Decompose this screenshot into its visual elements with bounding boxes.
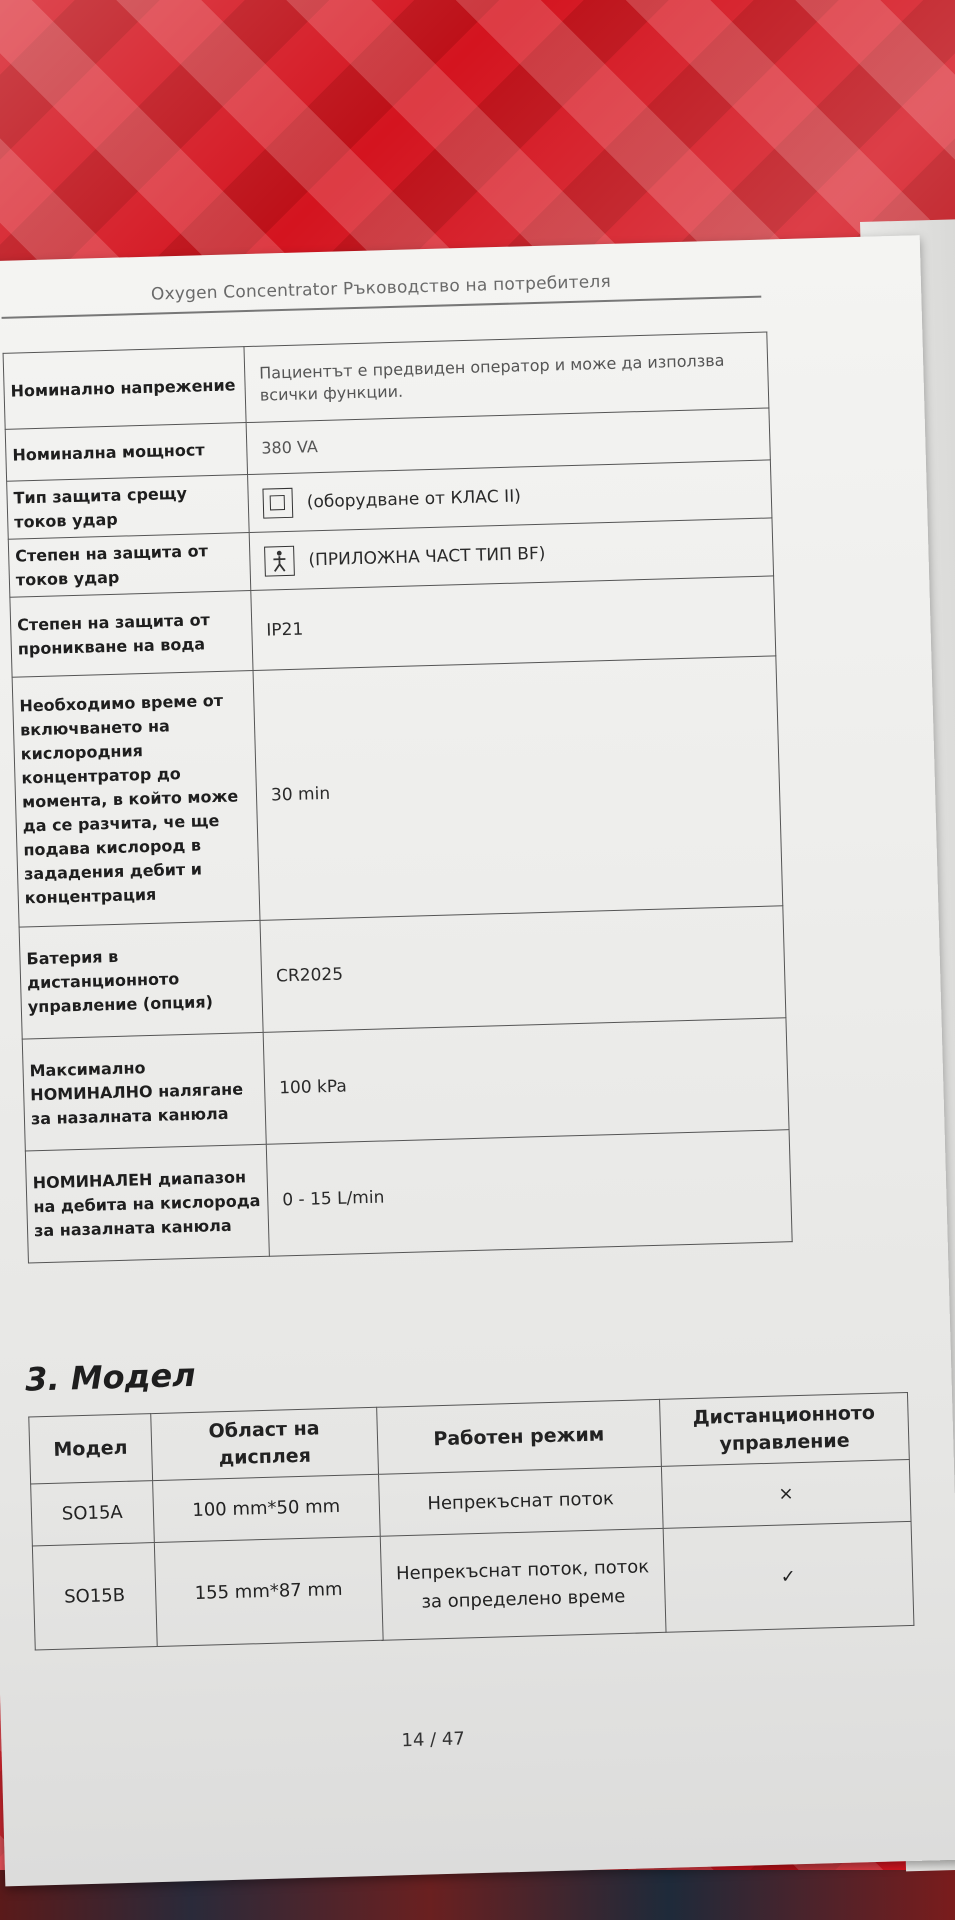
remote-check-icon: ✓ xyxy=(663,1521,914,1632)
spec-value: Пациентът е предвиден оператор и може да използва всички функции. xyxy=(244,332,769,423)
type-bf-applied-part-icon xyxy=(264,545,295,576)
spec-label: Степен на защита от проникване на вода xyxy=(10,591,253,678)
spec-value: (ПРИЛОЖНА ЧАСТ ТИП BF) xyxy=(308,543,546,570)
spec-label: Батерия в дистанционното управление (опция) xyxy=(19,920,263,1039)
spec-label: Необходимо време от включването на кислородния концентратор до момента, в който може да се разчита, че ще подава кислород в зададения дебит и концентрация xyxy=(12,670,260,927)
spec-label: Номинална мощност xyxy=(5,423,247,482)
spec-label: Номинално напрежение xyxy=(3,347,246,430)
spec-label: НОМИНАЛЕН диапазон на дебита на кислорода за назалната канюла xyxy=(25,1144,269,1263)
spec-value: CR2025 xyxy=(260,906,786,1033)
display-area-cell: 155 mm*87 mm xyxy=(154,1536,383,1646)
section-heading: 3. Модел xyxy=(24,1355,197,1399)
class-ii-double-square-icon xyxy=(262,487,293,518)
column-header: Работен режим xyxy=(377,1399,661,1474)
model-cell: SO15A xyxy=(31,1481,154,1546)
operating-mode-cell: Непрекъснат поток, поток за определено време xyxy=(380,1528,665,1640)
spec-value: 380 VA xyxy=(246,408,770,475)
column-header: Модел xyxy=(29,1414,152,1484)
column-header: Област на дисплея xyxy=(150,1407,378,1480)
spec-value: 0 - 15 L/min xyxy=(266,1130,792,1257)
specification-table xyxy=(3,331,793,1263)
model-cell: SO15B xyxy=(32,1543,156,1650)
remote-cross-icon: × xyxy=(661,1459,911,1528)
display-area-cell: 100 mm*50 mm xyxy=(152,1474,380,1542)
header-divider xyxy=(2,296,762,319)
spec-value: 100 kPa xyxy=(263,1018,789,1145)
operating-mode-cell: Непрекъснат поток xyxy=(379,1466,663,1536)
column-header: Дистанционното управление xyxy=(659,1392,909,1466)
page-header: Oxygen Concentrator Ръководство на потребителя xyxy=(150,271,612,305)
spec-value: 30 min xyxy=(253,656,783,921)
table-row xyxy=(25,1130,792,1263)
table-row xyxy=(12,656,783,927)
table-row xyxy=(22,1018,789,1151)
table-row xyxy=(19,906,786,1039)
spec-value: IP21 xyxy=(251,576,776,671)
spec-label: Максимално НОМИНАЛНО налягане за назалната канюла xyxy=(22,1032,266,1151)
manual-page xyxy=(0,235,955,1886)
spec-label: Тип защита срещу токов удар xyxy=(7,475,250,540)
model-table xyxy=(28,1392,914,1650)
page-number: 14 / 47 xyxy=(401,1728,466,1752)
spec-value: (оборудване от КЛАС II) xyxy=(306,485,522,512)
spec-label: Степен на защита от токов удар xyxy=(8,533,251,598)
